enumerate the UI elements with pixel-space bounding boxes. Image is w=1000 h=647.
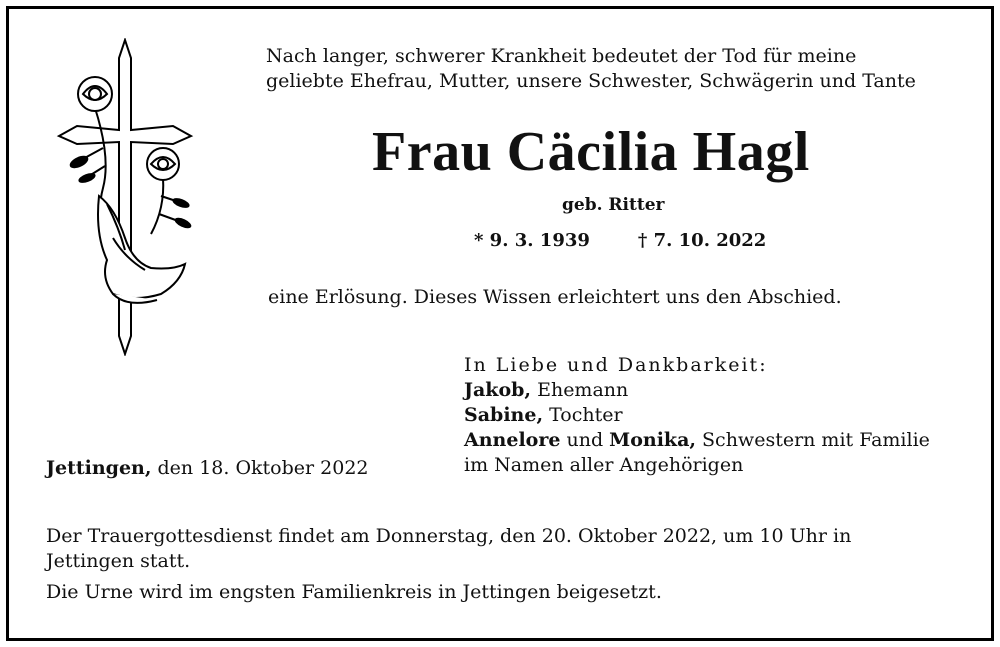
intro-text	[266, 44, 916, 94]
continuation-text: eine Erlösung. Dieses Wissen erleichtert uns den Abschied.	[268, 286, 842, 308]
member-name: Jakob,	[464, 379, 532, 401]
intro-line-1: Nach langer, schwerer Krankheit bedeutet der Tod für meine	[266, 45, 857, 67]
service-info	[46, 524, 851, 605]
family-member	[464, 378, 930, 403]
life-dates	[474, 229, 766, 253]
deceased-name: Frau Cäcilia Hagl	[372, 121, 810, 183]
member-name-2: Monika,	[609, 429, 696, 451]
death-date: † 7. 10. 2022	[637, 230, 767, 251]
member-role: Tochter	[543, 404, 623, 426]
service-line-3: Die Urne wird im engsten Familienkreis in Jettingen beigesetzt.	[46, 581, 662, 603]
service-line-1: Der Trauergottesdienst findet am Donnerstag, den 20. Oktober 2022, um 10 Uhr in	[46, 525, 852, 547]
family-member	[464, 403, 930, 428]
place: Jettingen,	[46, 457, 152, 479]
family-member	[464, 428, 930, 453]
member-name: Annelore	[464, 429, 561, 451]
birth-date: * 9. 3. 1939	[474, 230, 590, 251]
maiden-name: geb. Ritter	[562, 195, 665, 215]
intro-line-2: geliebte Ehefrau, Mutter, unsere Schwester, Schwägerin und Tante	[266, 70, 916, 92]
family-closing: im Namen aller Angehörigen	[464, 454, 744, 476]
member-name: Sabine,	[464, 404, 544, 426]
member-role: Ehemann	[531, 379, 629, 401]
place-date	[46, 456, 369, 481]
date: den 18. Oktober 2022	[151, 457, 369, 479]
family-block	[464, 353, 930, 478]
member-role: Schwestern mit Familie	[696, 429, 930, 451]
family-heading: In Liebe und Dankbarkeit:	[464, 354, 768, 376]
member-connector: und	[560, 429, 610, 451]
service-line-2: Jettingen statt.	[46, 550, 191, 572]
cross-roses-praying-hands-icon	[55, 38, 195, 356]
